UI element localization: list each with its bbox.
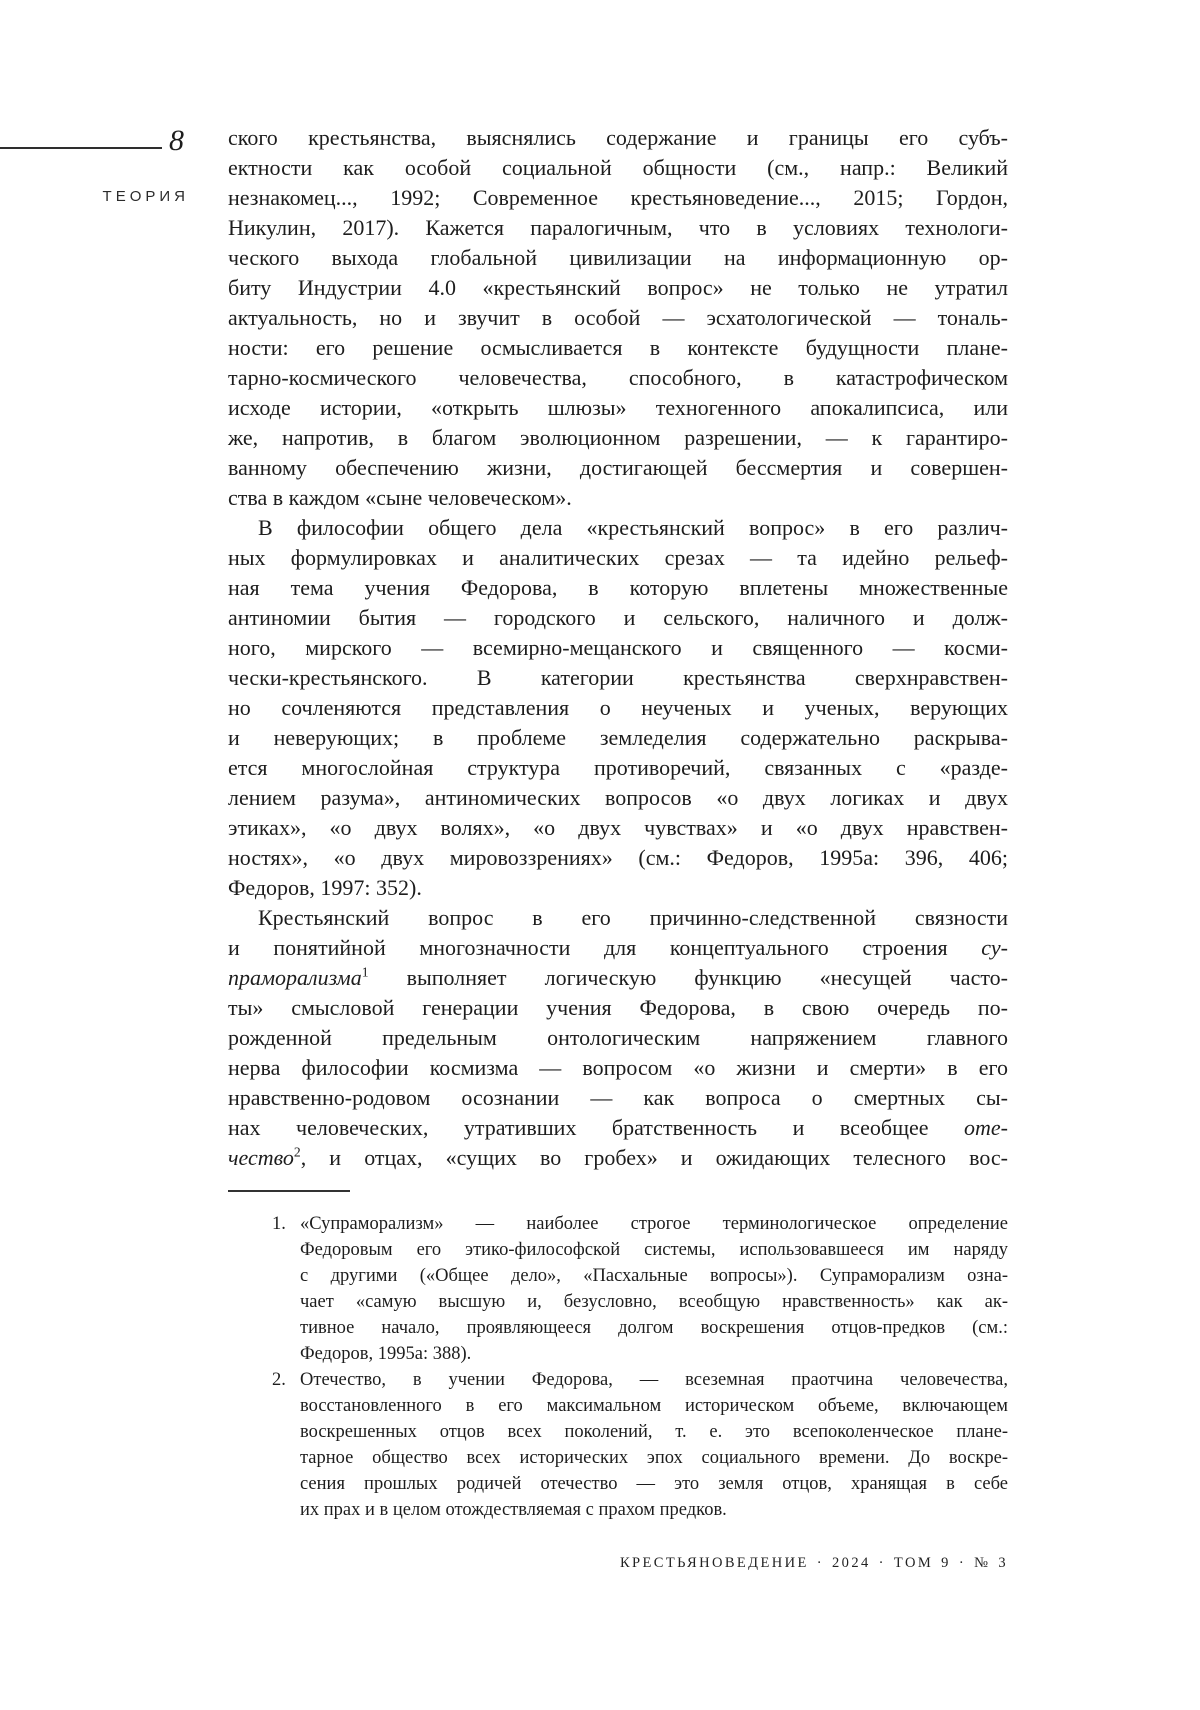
text-line: ектности как особой социальной общности (см., напр.: Великий [228, 155, 1008, 180]
text-line: и неверующих; в проблеме земледелия содержательно раскрыва- [228, 725, 1008, 750]
text-line: воскрешенных отцов всех поколений, т. е. это всепоколенческое плане- [300, 1422, 1008, 1442]
text-line: их прах и в целом отождествляемая с прахом предков. [300, 1500, 727, 1520]
text-line: ванному обеспечению жизни, достигающей бессмертия и совершен- [228, 455, 1008, 480]
text-line: лением разума», антиномических вопросов «о двух логиках и двух [228, 785, 1008, 810]
text-line: тарно-космического человечества, способного, в катастрофическом [228, 365, 1008, 390]
body-text [228, 123, 1008, 1173]
text-line: ского крестьянства, выяснялись содержание и границы его субъ- [228, 125, 1008, 150]
text-line: но сочленяются представления о неученых и ученых, верующих [228, 695, 1008, 720]
text-line: и понятийной многозначности для концептуального строения су- [228, 935, 1008, 960]
text-line: Никулин, 2017). Кажется паралогичным, что в условиях технологи- [228, 215, 1008, 240]
footnotes [272, 1211, 1008, 1523]
text-line: ется многослойная структура противоречий, связанных с «разде- [228, 755, 1008, 780]
running-footer: КРЕСТЬЯНОВЕДЕНИЕ · 2024 · ТОМ 9 · № 3 [619, 1555, 1008, 1571]
text-line: «Супраморализм» — наиболее строгое терминологическое определение [300, 1214, 1008, 1234]
text-line: ческого выхода глобальной цивилизации на информационную ор- [228, 245, 1008, 270]
text-line: восстановленного в его максимальном историческом объеме, включающем [300, 1396, 1008, 1416]
text-line: незнакомец..., 1992; Современное крестьяноведение..., 2015; Гордон, [228, 185, 1008, 210]
text-line: ных формулировках и аналитических срезах — та идейно рельеф- [228, 545, 1008, 570]
text-line: ства в каждом «сыне человеческом». [228, 485, 572, 510]
text-line: тивное начало, проявляющееся долгом воскрешения отцов-предков (см.: [300, 1318, 1008, 1338]
text-line: В философии общего дела «крестьянский вопрос» в его различ- [258, 515, 1008, 540]
text-line: же, напротив, в благом эволюционном разрешении, — к гарантиро- [228, 425, 1008, 450]
text-line: биту Индустрии 4.0 «крестьянский вопрос» не только не утратил [228, 275, 1008, 300]
text-line: ного, мирского — всемирно-мещанского и священного — косми- [228, 635, 1008, 660]
text-line: ности: его решение осмысливается в контексте будущности плане- [228, 335, 1008, 360]
text-line: нерва философии космизма — вопросом «о жизни и смерти» в его [228, 1055, 1008, 1080]
text-line: нах человеческих, утративших братственность и всеобщее оте- [228, 1115, 1008, 1140]
text-line: Федоровым его этико-философской системы, использовавшееся им наряду [300, 1240, 1008, 1260]
footnote-item [272, 1367, 1008, 1523]
text-line: тарное общество всех исторических эпох социального времени. До воскре- [300, 1448, 1008, 1468]
text-line: актуальность, но и звучит в особой — эсхатологической — тональ- [228, 305, 1008, 330]
footnote-number: 2. [272, 1370, 286, 1390]
footnote-text [300, 1211, 1008, 1367]
section-label: ТЕОРИЯ [102, 188, 189, 205]
footnote-text [300, 1367, 1008, 1523]
text-line: рожденной предельным онтологическим напряжением главного [228, 1025, 1008, 1050]
paragraph [228, 513, 1008, 903]
text-line: праморализма$^1$ выполняет логическую функцию «несущей часто- [228, 964, 1008, 990]
text-line: нравственно-родовом осознании — как вопроса о смертных сы- [228, 1085, 1008, 1110]
footnote-item [272, 1211, 1008, 1367]
text-line: Отечество, в учении Федорова, — всеземная праотчина человечества, [300, 1370, 1008, 1390]
footnote-number: 1. [272, 1214, 286, 1234]
text-line: Крестьянский вопрос в его причинно-следственной связности [258, 905, 1008, 930]
text-line: чество$^2$, и отцах, «сущих во гробех» и ожидающих телесного вос- [228, 1144, 1008, 1170]
paragraph [228, 903, 1008, 1173]
paragraph [228, 123, 1008, 513]
text-line: с другими («Общее дело», «Пасхальные вопросы»). Супраморализм озна- [300, 1266, 1008, 1286]
text-line: ты» смысловой генерации учения Федорова, в свою очередь по- [228, 995, 1008, 1020]
text-line: чески-крестьянского. В категории крестьянства сверхнравствен- [228, 665, 1008, 690]
page-number: 8 [169, 124, 184, 157]
text-line: Федоров, 1995а: 388). [300, 1344, 472, 1364]
text-line: исходе истории, «открыть шлюзы» техногенного апокалипсиса, или [228, 395, 1008, 420]
text-line: чает «самую высшую и, безусловно, всеобщую нравственность» как ак- [300, 1292, 1008, 1312]
text-line: ностях», «о двух мировоззрениях» (см.: Федоров, 1995а: 396, 406; [228, 845, 1008, 870]
header-rule [0, 147, 162, 149]
text-line: Федоров, 1997: 352). [228, 875, 422, 900]
text-line: сения прошлых родичей отечество — это земля отцов, хранящая в себе [300, 1474, 1008, 1494]
text-line: антиномии бытия — городского и сельского, наличного и долж- [228, 605, 1008, 630]
text-line: этиках», «о двух волях», «о двух чувствах» и «о двух нравствен- [228, 815, 1008, 840]
footnote-rule [228, 1190, 350, 1192]
text-line: ная тема учения Федорова, в которую вплетены множественные [228, 575, 1008, 600]
